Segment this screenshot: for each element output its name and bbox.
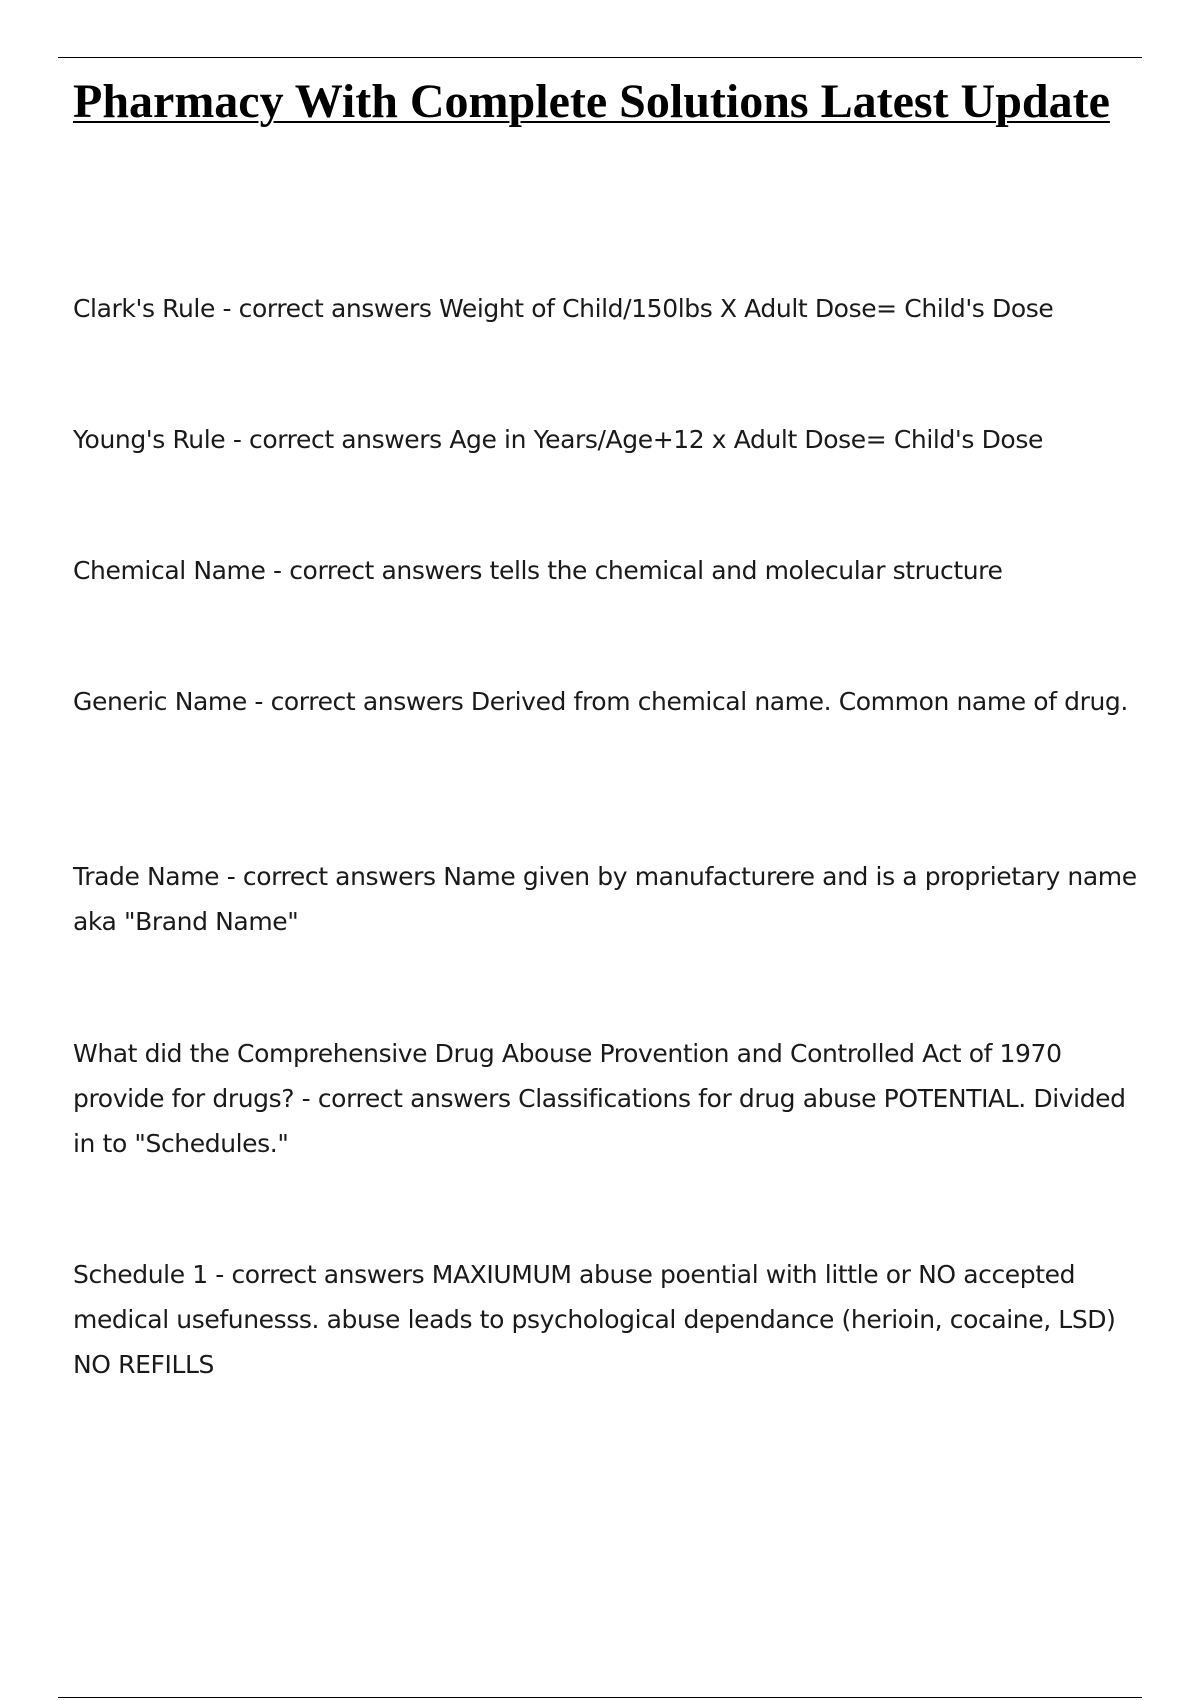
entry-schedule-1: Schedule 1 - correct answers MAXIUMUM abuse poential with little or NO accepted medical usefunesss. abuse leads to psychological dependance (herioin, cocaine, LSD) NO REFILLS <box>73 1260 1116 1379</box>
entry-youngs-rule: Young's Rule - correct answers Age in Years/Age+12 x Adult Dose= Child's Dose <box>73 425 1043 454</box>
entry-chemical-name: Chemical Name - correct answers tells the chemical and molecular structure <box>73 556 1003 585</box>
bottom-divider <box>58 1697 1142 1698</box>
entry-trade-name: Trade Name - correct answers Name given by manufacturere and is a proprietary name aka "Brand Name" <box>73 862 1137 936</box>
entry-clarks-rule: Clark's Rule - correct answers Weight of Child/150lbs X Adult Dose= Child's Dose <box>73 294 1054 323</box>
document-title: Pharmacy With Complete Solutions Latest Update <box>73 75 1110 128</box>
top-divider <box>58 57 1142 58</box>
entry-generic-name: Generic Name - correct answers Derived from chemical name. Common name of drug. <box>73 687 1128 716</box>
entry-controlled-act-1970: What did the Comprehensive Drug Abouse Provention and Controlled Act of 1970 provide for drugs? - correct answers Classifications for drug abuse POTENTIAL. Divided in to "Schedules." <box>73 1039 1126 1158</box>
